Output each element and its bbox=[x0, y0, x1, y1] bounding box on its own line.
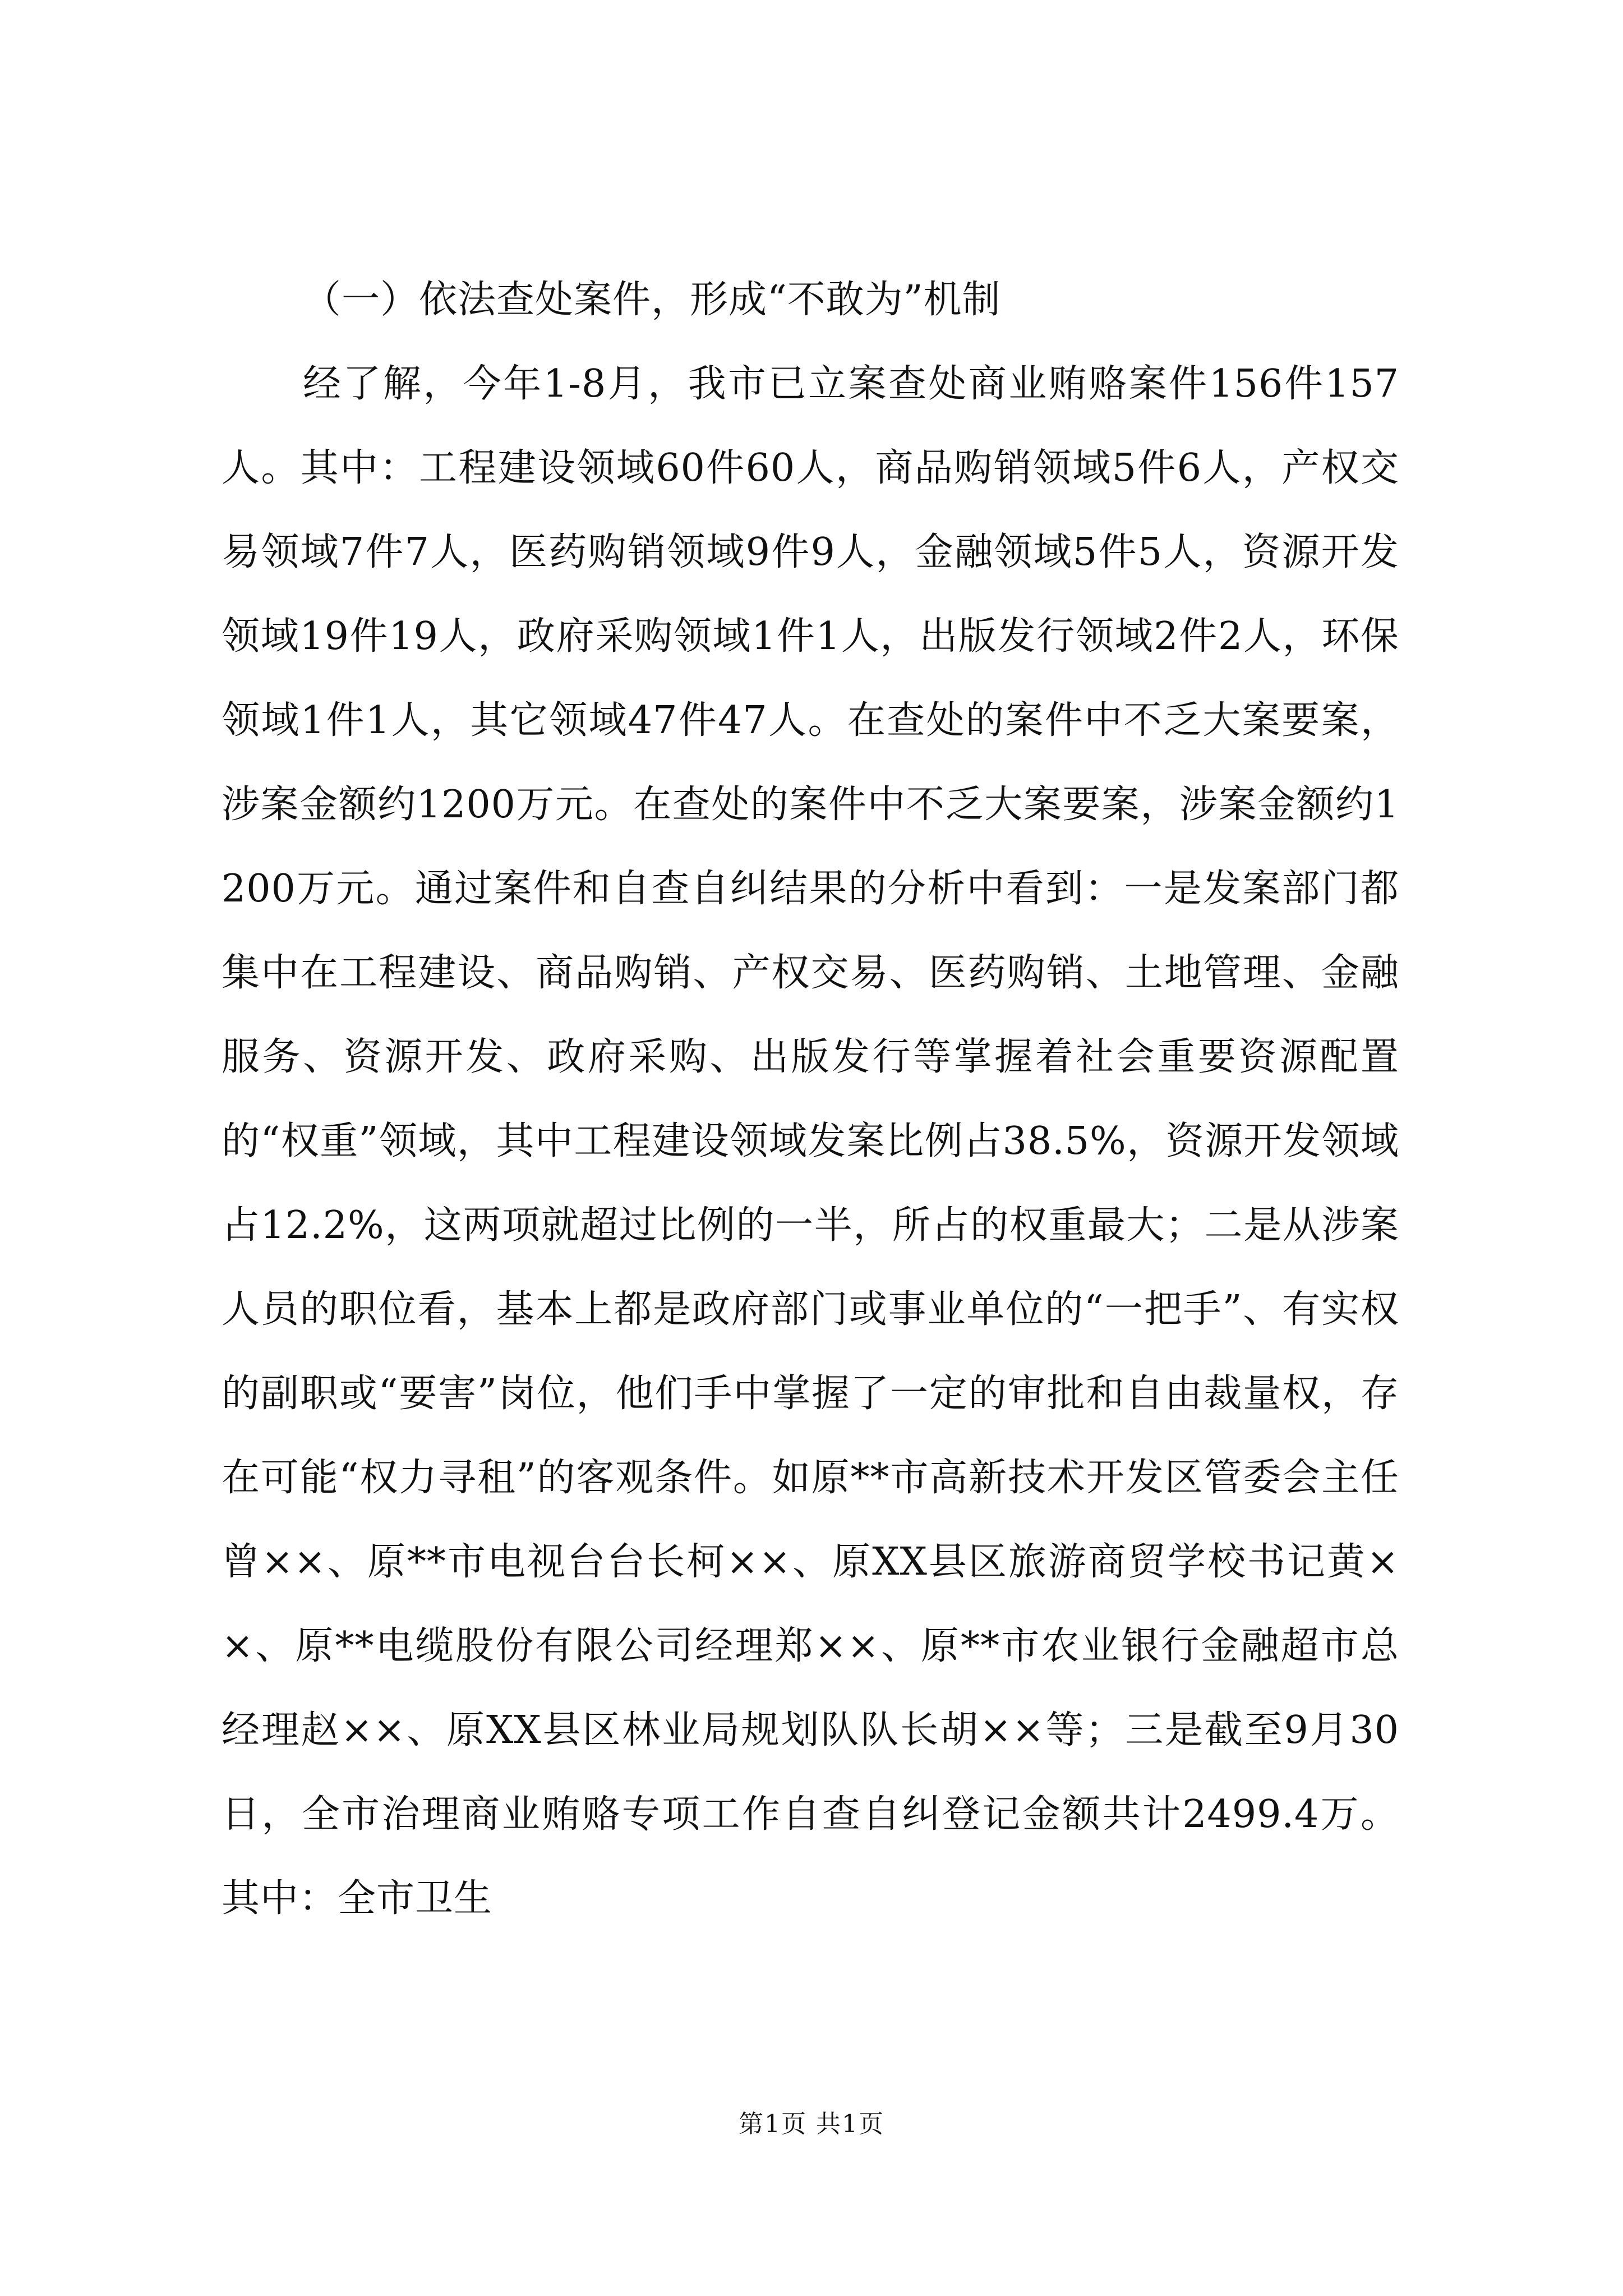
page-footer: 第1页 共1页 bbox=[739, 2110, 884, 2138]
body-paragraph: 经了解，今年1-8月，我市已立案查处商业贿赂案件156件157人。其中：工程建设领域60件60人，商品购销领域5件6人，产权交易领域7件7人，医药购销领域9件9人，金融领域5件5人，资源开发领域19件19人，政府采购领域1件1人，出版发行领域2件2人，环保领域1件1人，其它领域47件47人。在查处的案件中不乏大案要案，涉案金额约1200万元。在查处的案件中不乏大案要案，涉案金额约1200万元。通过案件和自查自纠结果的分析中看到：一是发案部门都集中在工程建设、商品购销、产权交易、医药购销、土地管理、金融服务、资源开发、政府采购、出版发行等掌握着社会重要资源配置的“权重”领域，其中工程建设领域发案比例占38.5%，资源开发领域占12.2%，这两项就超过比例的一半，所占的权重最大；二是从涉案人员的职位看，基本上都是政府部门或事业单位的“一把手”、有实权的副职或“要害”岗位，他们手中掌握了一定的审批和自由裁量权，存在可能“权力寻租”的客观条件。如原**市高新技术开发区管委会主任曾××、原**市电视台台长柯××、原XX县区旅游商贸学校书记黄××、原**电缆股份有限公司经理郑××、原**市农业银行金融超市总经理赵××、原XX县区林业局规划队队长胡××等；三是截至9月30日，全市治理商业贿赂专项工作自查自纠登记金额共计2499.4万。其中：全市卫生 bbox=[222, 362, 1399, 1921]
section-heading: （一）依法查处案件，形成“不敢为”机制 bbox=[303, 278, 1001, 322]
document-body bbox=[222, 258, 1399, 1941]
